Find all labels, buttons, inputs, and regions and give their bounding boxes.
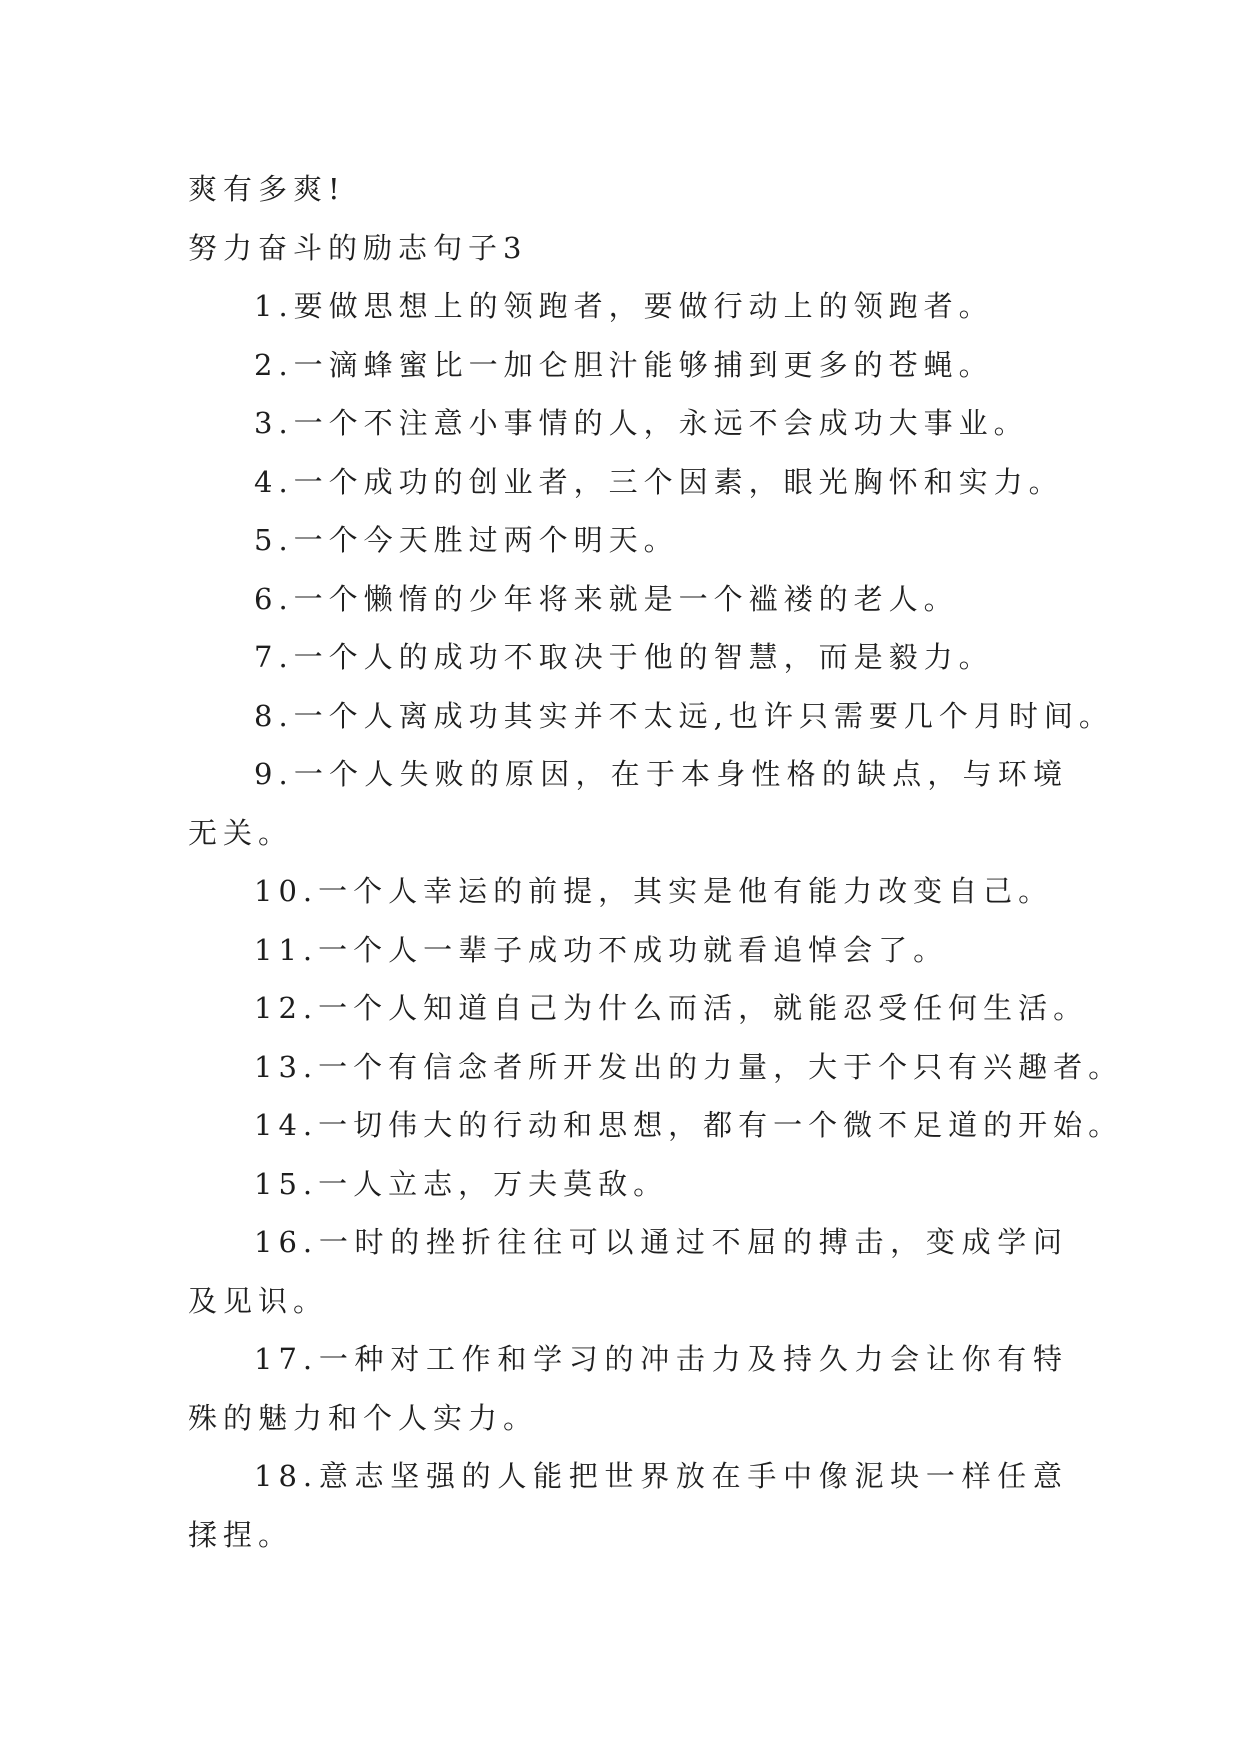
quote-item-12: 12.一个人知道自己为什么而活，就能忍受任何生活。 [254,991,1089,1025]
document-body [188,160,1124,1564]
quote-item-11: 11.一个人一辈子成功不成功就看追悼会了。 [254,932,949,967]
quote-item-17: 17.一种对工作和学习的冲击力及持久力会让你有特殊的魅力和个人实力。 [188,1342,1068,1435]
quote-item-4: 4.一个成功的创业者，三个因素，眼光胸怀和实力。 [254,464,1064,499]
quote-item-5: 5.一个今天胜过两个明天。 [254,523,679,557]
quote-item-18: 18.意志坚强的人能把世界放在手中像泥块一样任意揉捏。 [188,1459,1068,1552]
quote-item-9: 9.一个人失败的原因，在于本身性格的缺点，与环境无关。 [188,757,1068,850]
quote-item-3: 3.一个不注意小事情的人，永远不会成功大事业。 [254,406,1029,440]
quote-item-1: 1.要做思想上的领跑者，要做行动上的领跑者。 [254,289,994,323]
quote-item-6: 6.一个懒惰的少年将来就是一个褴褛的老人。 [254,581,959,616]
quote-item-7: 7.一个人的成功不取决于他的智慧，而是毅力。 [254,640,994,674]
quote-item-16: 16.一时的挫折往往可以通过不屈的搏击，变成学问及见识。 [188,1225,1068,1318]
quote-item-13: 13.一个有信念者所开发出的力量，大于个只有兴趣者。 [254,1049,1124,1084]
quote-item-2: 2.一滴蜂蜜比一加仑胆汁能够捕到更多的苍蝇。 [254,347,994,382]
continuation-text: 爽有多爽! [188,172,346,206]
quote-item-15: 15.一人立志，万夫莫敌。 [254,1166,669,1201]
quote-item-10: 10.一个人幸运的前提，其实是他有能力改变自己。 [254,874,1054,908]
quote-item-14: 14.一切伟大的行动和思想，都有一个微不足道的开始。 [254,1108,1124,1142]
section-heading: 努力奋斗的励志句子3 [188,230,528,265]
quote-item-8: 8.一个人离成功其实并不太远,也许只需要几个月时间。 [254,698,1114,733]
